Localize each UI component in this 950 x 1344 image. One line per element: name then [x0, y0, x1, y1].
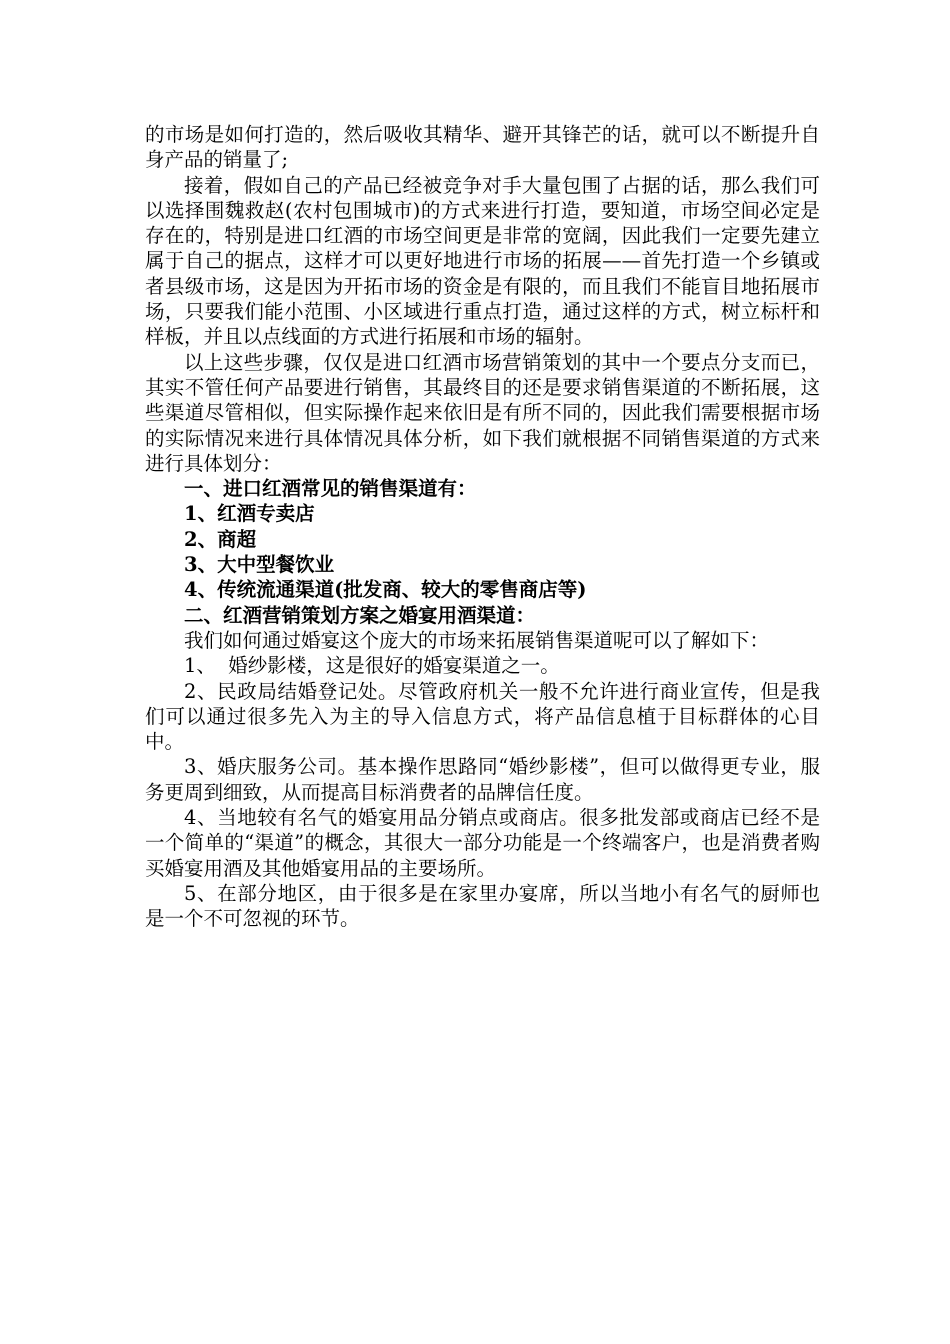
paragraph-encirclement-strategy: 接着，假如自己的产品已经被竞争对手大量包围了占据的话，那么我们可以选择围魏救赵(农村包围城市)的方式来进行打造，要知道，市场空间必定是存在的，特别是进口红酒的市场空间更是非常的宽阔，因此我们一定要先建立属于自己的据点，这样才可以更好地进行市场的拓展——首先打造一个乡镇或者县级市场，这是因为开拓市场的资金是有限的，而且我们不能盲目地拓展市场，只要我们能小范围、小区域进行重点打造，通过这样的方式，树立标杆和样板，并且以点线面的方式进行拓展和市场的辐射。	[145, 173, 820, 349]
list-item-bridal-studio: 1、 婚纱影楼，这是很好的婚宴渠道之一。	[184, 654, 560, 678]
list-item-catering: 3、大中型餐饮业	[184, 553, 335, 577]
list-item-wedding-supplies-store: 4、当地较有名气的婚宴用品分销点或商店。很多批发部或商店已经不是一个简单的“渠道”的概念，其很大一部分功能是一个终端客户，也是消费者购买婚宴用酒及其他婚宴用品的主要场所。	[145, 806, 820, 880]
heading-wedding-channel: 二、红酒营销策划方案之婚宴用酒渠道：	[184, 603, 536, 627]
list-item-marriage-registry: 2、民政局结婚登记处。尽管政府机关一般不允许进行商业宣传，但是我们可以通过很多先入为主的导入信息方式，将产品信息植于目标群体的心目中。	[145, 679, 820, 754]
list-item-traditional-channels: 4、传统流通渠道(批发商、较大的零售商店等)	[184, 578, 587, 602]
heading-common-channels: 一、进口红酒常见的销售渠道有：	[184, 477, 477, 501]
list-item-supermarket: 2、商超	[184, 527, 257, 551]
list-item-wine-store: 1、红酒专卖店	[184, 502, 315, 526]
paragraph-channel-analysis: 以上这些步骤，仅仅是进口红酒市场营销策划的其中一个要点分支而已，其实不管任何产品要进行销售，其最终目的还是要求销售渠道的不断拓展，这些渠道尽管相似，但实际操作起来依旧是有所不同的，因此我们需要根据市场的实际情况来进行具体情况具体分析，如下我们就根据不同销售渠道的方式来进行具体划分：	[145, 350, 820, 475]
list-item-local-chef: 5、在部分地区，由于很多是在家里办宴席，所以当地小有名气的厨师也是一个不可忽视的环节。	[145, 881, 820, 931]
paragraph-continuation: 的市场是如何打造的，然后吸收其精华、避开其锋芒的话，就可以不断提升自身产品的销量了;	[145, 123, 820, 172]
document-page	[145, 122, 820, 932]
list-item-wedding-service: 3、婚庆服务公司。基本操作思路同“婚纱影楼”，但可以做得更专业，服务更周到细致，从而提高目标消费者的品牌信任度。	[145, 755, 820, 804]
paragraph-wedding-intro: 我们如何通过婚宴这个庞大的市场来拓展销售渠道呢可以了解如下：	[184, 628, 770, 652]
